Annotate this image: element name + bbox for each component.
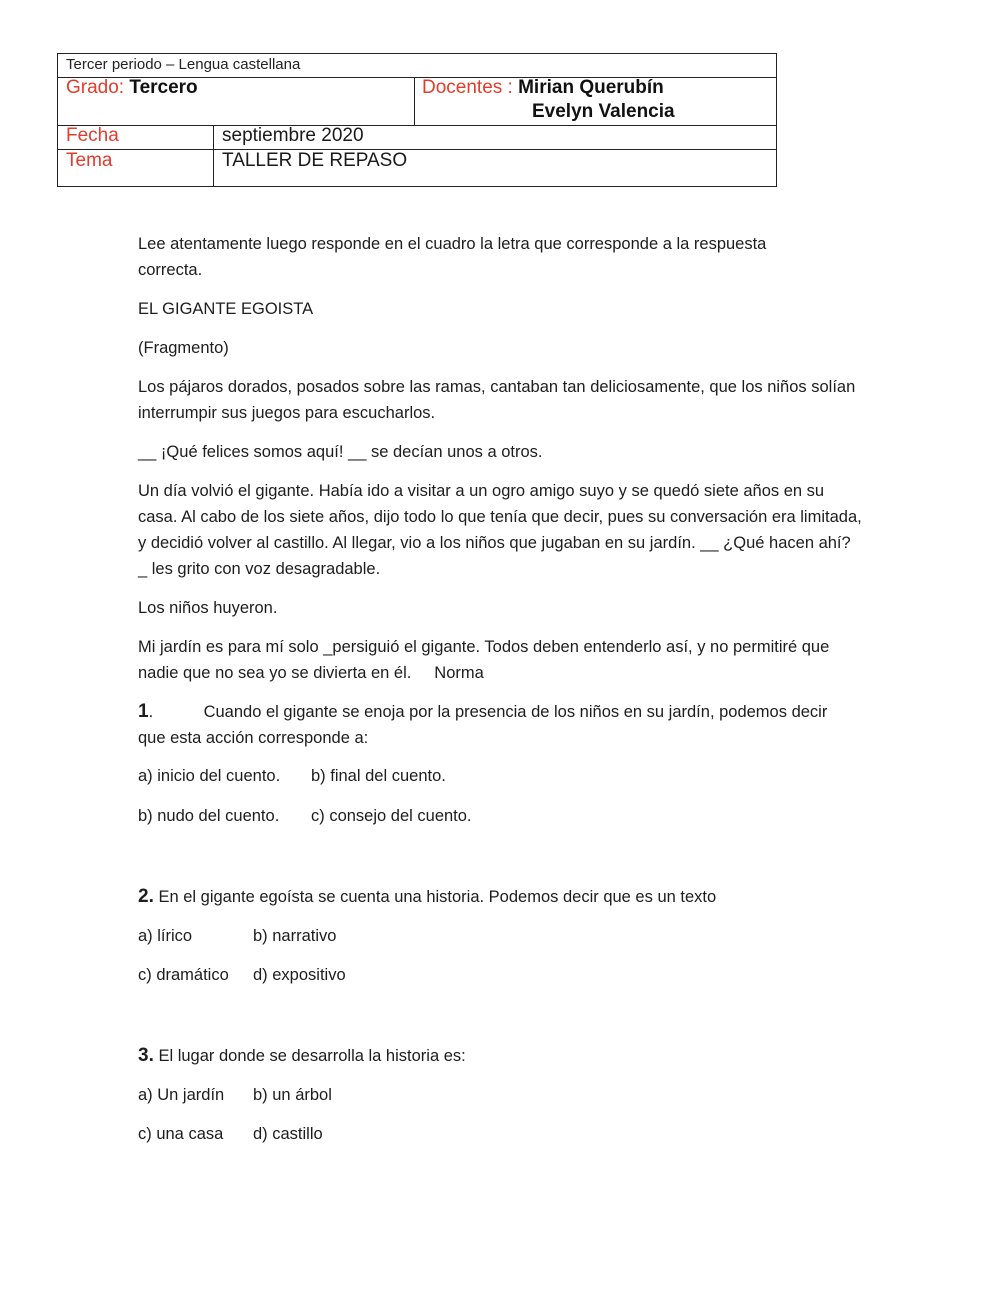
period-title: Tercer periodo – Lengua castellana [66,56,301,73]
story-paragraph: Mi jardín es para mí solo _persiguió el gigante. Todos deben entenderlo así, y no permitiré que nadie que no sea yo se divierta en él. Norma [138,638,834,682]
worksheet-body [138,231,868,686]
option[interactable]: b) nudo del cuento. [138,807,280,825]
options-row [138,962,868,988]
header-table [57,53,777,187]
teachers-label: Docentes : [422,77,513,98]
options-row [138,1121,868,1147]
grade-label: Grado: [66,77,125,98]
date-label: Fecha [66,125,119,146]
option[interactable]: d) castillo [253,1125,323,1143]
option[interactable]: d) expositivo [253,966,346,984]
option[interactable]: c) una casa [138,1125,224,1143]
option[interactable]: a) Un jardín [138,1086,225,1104]
teachers-cell [422,77,664,99]
table-border [213,125,214,187]
story-paragraph: Los pájaros dorados, posados sobre las ramas, cantaban tan deliciosamente, que los niños solían interrumpir sus juegos para escucharlos. [138,378,856,422]
teacher-name-1: Mirian Querubín [518,77,664,98]
story-paragraph: Un día volvió el gigante. Había ido a visitar a un ogro amigo suyo y se quedó siete años en su casa. Al cabo de los siete años, dijo todo lo que tenía que decir, pues su conversación era limitada, y decidió volver al castillo. Al llegar, vio a los niños que jugaban en su jardín. __ ¿Qué hacen ahí? _ les grito con voz desagradable. [138,482,862,578]
question-text [138,1043,868,1069]
topic-label: Tema [66,150,113,171]
question-2 [138,884,868,988]
option[interactable]: b) final del cuento. [311,767,446,785]
table-border [414,77,415,125]
instructions: Lee atentamente luego responde en el cuadro la letra que corresponde a la respuesta correcta. [138,235,767,279]
story-paragraph: Los niños huyeron. [138,599,278,617]
options-row [138,923,868,949]
question-1 [138,699,868,829]
story-subtitle: (Fragmento) [138,339,229,357]
question-prompt: El lugar donde se desarrolla la historia es: [158,1047,466,1065]
option[interactable]: b) un árbol [253,1086,332,1104]
question-number: 3. [138,1045,154,1066]
question-prompt: Cuando el gigante se enoja por la presencia de los niños en su jardín, podemos decir que esta acción corresponde a: [138,703,828,747]
topic-value: TALLER DE REPASO [222,150,408,171]
question-number: 2. [138,886,154,907]
table-border-bottom [57,186,777,187]
option[interactable]: b) narrativo [253,927,337,945]
option[interactable]: a) inicio del cuento. [138,767,281,785]
teacher-name-2: Evelyn Valencia [532,101,675,122]
options-row [138,763,868,789]
question-text: 1. Cuando el gigante se enoja por la presencia de los niños en su jardín, podemos decir que esta acción corresponde a: [138,701,828,747]
question-3 [138,1043,868,1147]
grade-cell [66,77,198,99]
table-border-left [57,53,58,187]
grade-value: Tercero [129,77,198,98]
option[interactable]: c) dramático [138,966,229,984]
date-value: septiembre 2020 [222,125,364,146]
story-paragraph: __ ¡Qué felices somos aquí! __ se decían unos a otros. [138,443,543,461]
option[interactable]: c) consejo del cuento. [311,807,472,825]
question-text [138,884,868,910]
table-border [57,125,777,126]
story-title: EL GIGANTE EGOISTA [138,300,314,318]
options-row [138,1082,868,1108]
table-border-top [57,53,777,54]
option[interactable]: a) lírico [138,927,193,945]
question-number: 1 [138,701,149,722]
options-row [138,803,868,829]
question-prompt: En el gigante egoísta se cuenta una historia. Podemos decir que es un texto [158,888,717,906]
table-border-right [776,53,777,187]
table-border [57,149,777,150]
